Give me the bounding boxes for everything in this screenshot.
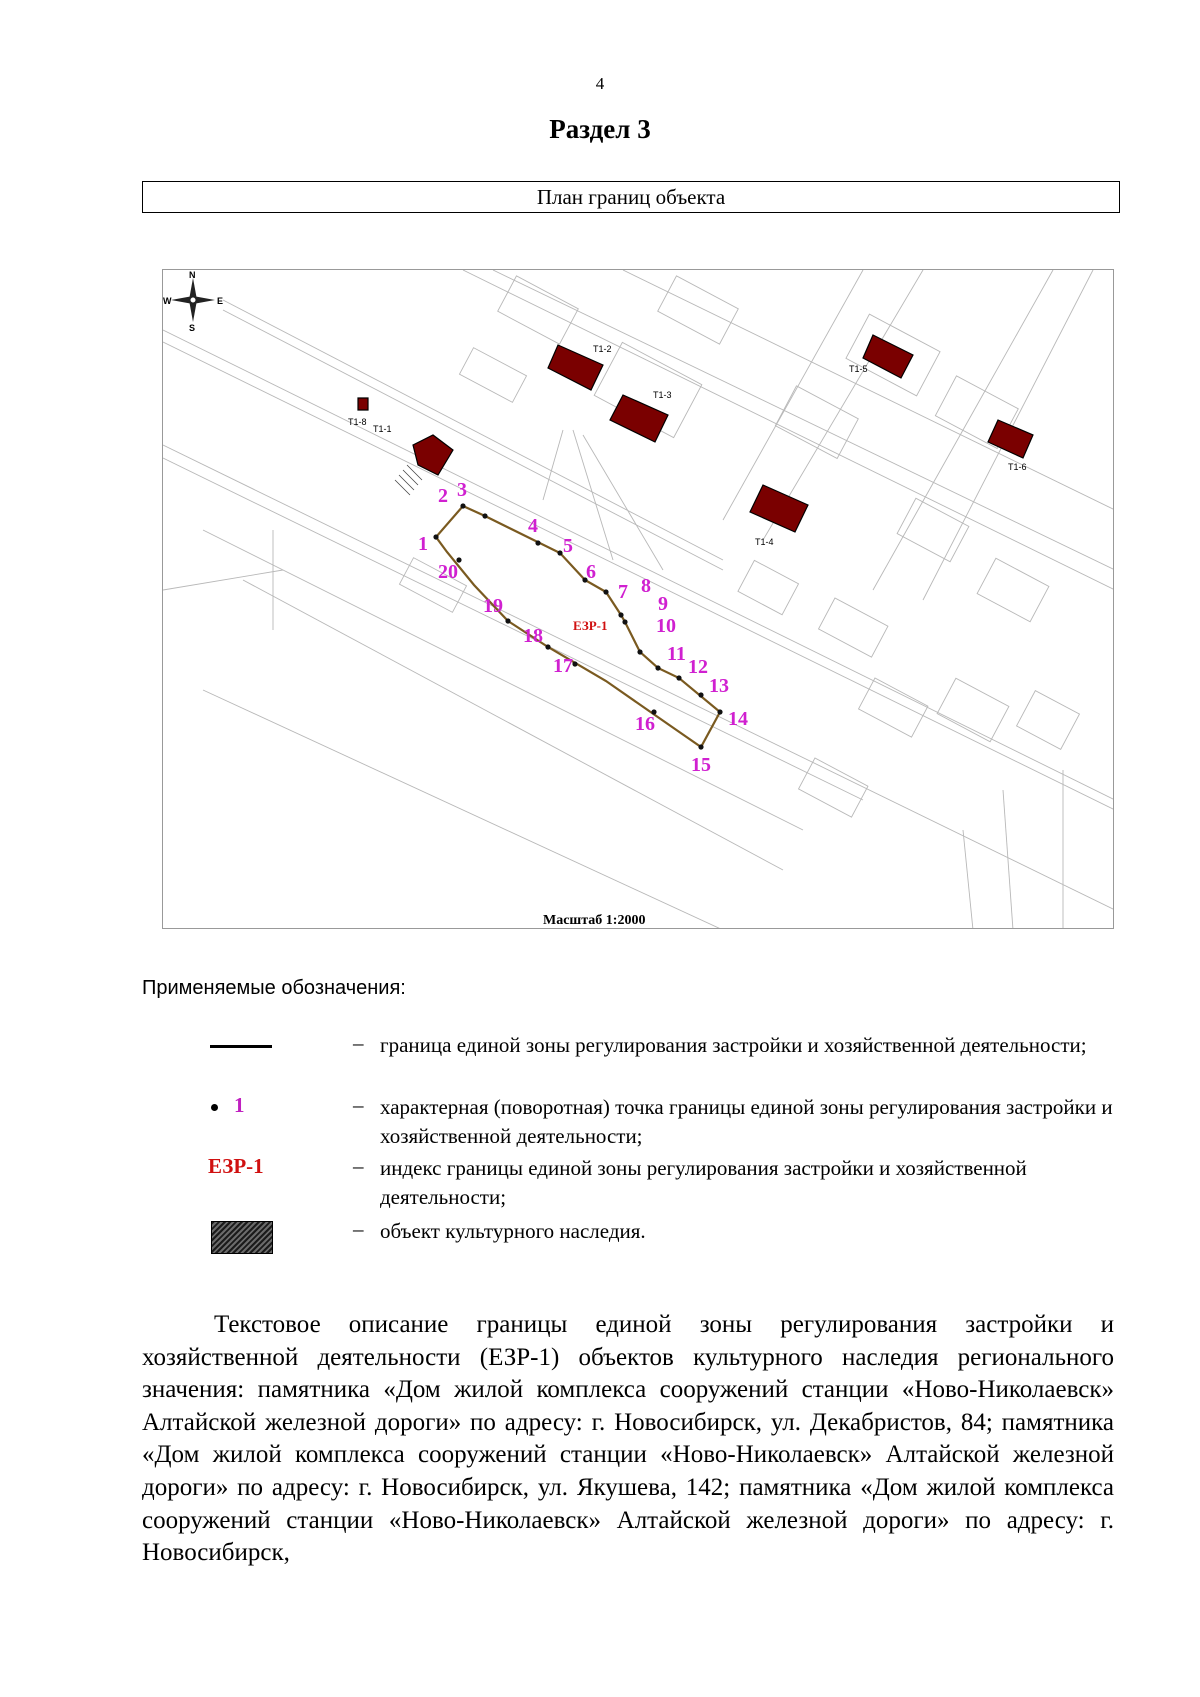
- point-label-2: 2: [438, 485, 448, 507]
- legend-heritage-symbol: [190, 1217, 300, 1257]
- point-label-6: 6: [586, 561, 596, 583]
- map-background: [163, 270, 1114, 929]
- point-label-14: 14: [728, 708, 748, 730]
- point-label-11: 11: [667, 643, 686, 665]
- heritage-object-t1-4: [750, 485, 808, 532]
- legend-text-heritage: объект культурного наследия.: [380, 1219, 646, 1243]
- object-label-t1-6: Т1-6: [1008, 462, 1027, 472]
- legend-dash: –: [353, 1154, 364, 1178]
- object-label-t1-2: Т1-2: [593, 344, 612, 354]
- point-label-15: 15: [691, 754, 711, 776]
- legend-dash: –: [353, 1217, 364, 1241]
- legend-row-heritage: [190, 1217, 1150, 1277]
- legend-row-boundary: [190, 1031, 1150, 1091]
- heritage-object-t1-6: [988, 420, 1033, 458]
- section-title: Раздел 3: [549, 114, 651, 144]
- object-label-t1-8: Т1-8: [348, 417, 367, 427]
- object-label-t1-5: Т1-5: [849, 364, 868, 374]
- point-label-5: 5: [563, 535, 573, 557]
- legend-index-label: ЕЗР-1: [208, 1154, 264, 1178]
- legend-dash: –: [353, 1031, 364, 1055]
- legend-dash: –: [353, 1093, 364, 1117]
- point-label-19: 19: [483, 595, 503, 617]
- map-caption: План границ объекта: [142, 181, 1120, 213]
- boundary-description: Текстовое описание границы единой зоны регулирования застройки и хозяйственной деятельности (ЕЗР-1) объектов культурного наследия регионального значения: памятника «Дом жилой комплекса сооружений станции «Ново-Николаевск» Алтайской железной дороги» по адресу: г. Новосибирск, ул. Декабристов, 84; памятника «Дом жилой комплекса сооружений станции «Ново-Николаевск» Алтайской железной дороги» по адресу: г. Новосибирск, ул. Якушева, 142; памятника «Дом жилой комплекса сооружений станции «Ново-Николаевск» Алтайской железной дороги» по адресу: г. Новосибирск,: [142, 1311, 1114, 1567]
- page-number: 4: [595, 74, 605, 93]
- legend-point-number: 1: [234, 1093, 245, 1117]
- stairs-hatch: [395, 465, 422, 495]
- heritage-object-t1-3: [610, 395, 668, 442]
- point-label-8: 8: [641, 575, 651, 597]
- point-label-9: 9: [658, 593, 668, 615]
- heritage-object-t1-8: [358, 398, 368, 410]
- point-label-20: 20: [438, 561, 458, 583]
- legend-line-symbol: [190, 1031, 300, 1071]
- legend-heading: Применяемые обозначения:: [142, 977, 406, 999]
- point-label-12: 12: [688, 656, 708, 678]
- point-label-7: 7: [618, 581, 628, 603]
- compass-icon: [163, 270, 223, 333]
- legend-text-point: характерная (поворотная) точка границы единой зоны регулирования застройки и хозяйственной деятельности;: [380, 1095, 1113, 1148]
- legend-point-symbol: [190, 1093, 300, 1133]
- legend-row-point: [190, 1093, 1150, 1153]
- heritage-object-t1-1: [413, 435, 453, 475]
- compass-s: S: [189, 323, 196, 333]
- compass-n: N: [189, 270, 196, 280]
- point-label-18: 18: [523, 625, 543, 647]
- zone-index-label: ЕЗР-1: [573, 618, 608, 633]
- object-label-t1-3: Т1-3: [653, 390, 672, 400]
- map-scale: Масштаб 1:2000: [543, 913, 646, 928]
- point-label-10: 10: [656, 615, 676, 637]
- boundary-map: [162, 269, 1114, 929]
- object-label-t1-1: Т1-1: [373, 424, 392, 434]
- point-label-3: 3: [457, 479, 467, 501]
- point-label-1: 1: [418, 533, 428, 555]
- point-label-16: 16: [635, 713, 655, 735]
- legend-row-index: [190, 1154, 1150, 1214]
- point-label-4: 4: [528, 515, 538, 537]
- object-label-t1-4: Т1-4: [755, 537, 774, 547]
- compass-e: E: [217, 296, 224, 306]
- legend-index-symbol: [190, 1154, 300, 1194]
- point-label-17: 17: [553, 655, 573, 677]
- legend-text-index: индекс границы единой зоны регулирования застройки и хозяйственной деятельности;: [380, 1156, 1027, 1209]
- map-canvas: [163, 270, 1114, 929]
- point-label-13: 13: [709, 675, 729, 697]
- compass-w: W: [163, 296, 172, 306]
- legend-text-boundary: граница единой зоны регулирования застройки и хозяйственной деятельности;: [380, 1033, 1087, 1057]
